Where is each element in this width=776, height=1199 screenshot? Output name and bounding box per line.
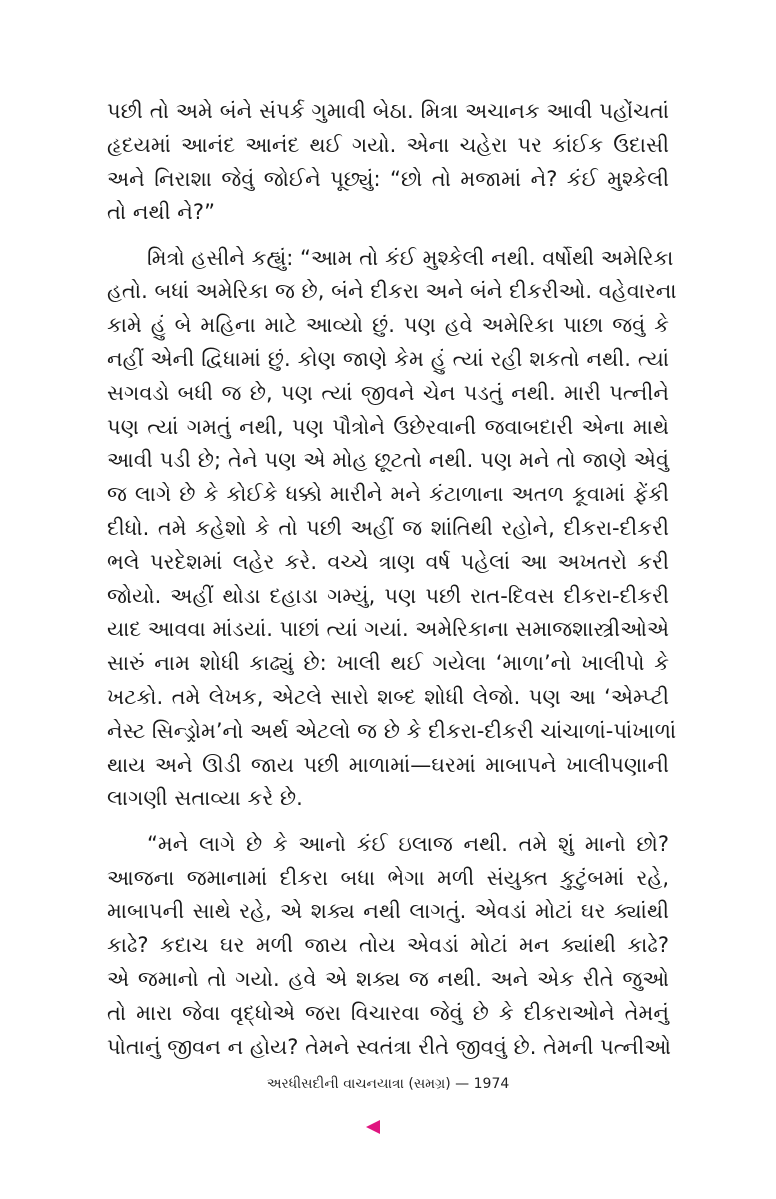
text-line: ભલે પરદેશમાં લહેર કરે. વચ્ચે ત્રાણ વર્ષ પહેલાં આ અખતરો કરી	[107, 549, 669, 574]
paragraph	[107, 95, 669, 230]
text-line: દીધો. તમે કહેશો કે તો પછી અહીં જ શાંતિથી રહોને, દીકરા-દીકરી	[107, 516, 669, 541]
paragraph	[107, 828, 669, 1065]
text-line: થાય અને ઊડી જાય પછી માળામાં—ઘરમાં માબાપને ખાલીપણાની	[107, 752, 669, 777]
text-line: સગવડો બધી જ છે, પણ ત્યાં જીવને ચેન પડતું નથી. મારી પત્નીને	[107, 380, 669, 405]
text-line: આજના જમાનામાં દીકરા બધા ભેગા મળી સંયુક્ત કુટુંબમાં રહે,	[107, 865, 669, 890]
text-line: કાઢે? કદાચ ઘર મળી જાય તોય એવડાં મોટાં મન ક્યાંથી કાઢે?	[107, 933, 669, 958]
text-line: “મને લાગે છે કે આનો કંઈ ઇલાજ નથી. તમે શું માનો છો?	[147, 831, 669, 856]
page-body	[107, 95, 677, 1076]
text-line: ખટકો. તમે લેખક, એટલે સારો શબ્દ શોધી લેજો. પણ આ ‘એમ્પ્ટી	[107, 685, 669, 710]
text-line: એ જમાનો તો ગયો. હવે એ શક્ય જ નથી. અને એક રીતે જુઓ	[107, 966, 669, 991]
text-line: યાદ આવવા માંડયાં. પાછાં ત્યાં ગયાં. અમેરિકાના સમાજશાસ્ત્રીઓએ	[107, 617, 670, 642]
text-line: પછી તો અમે બંને સંપર્ક ગુમાવી બેઠા. મિત્રા અચાનક આવી પહોંચતાં	[107, 99, 669, 123]
text-line: અને નિરાશા જેવું જોઈને પૂછ્યું: “છો તો મજામાં ને? કંઈ મુશ્કેલી	[107, 166, 669, 191]
text-line: તો મારા જેવા વૃદ્ધોએ જરા વિચારવા જેવું છે કે દીકરાઓને તેમનું	[107, 1000, 669, 1025]
text-line: સારું નામ શોધી કાઢ્યું છે: ખાલી થઈ ગયેલા ‘માળા’નો ખાલીપો કે	[107, 651, 669, 676]
text-line: કામે હું બે મહિના માટે આવ્યો છું. પણ હવે અમેરિકા પાછા જવું કે	[107, 313, 669, 338]
paragraph	[107, 242, 677, 817]
text-line: મિત્રો હસીને કહ્યું: “આમ તો કંઈ મુશ્કેલી નથી. વર્ષોથી અમેરિકા	[147, 245, 674, 270]
text-line: લાગણી સતાવ્યા કરે છે.	[107, 786, 303, 811]
text-line: માબાપની સાથે રહે, એ શક્ય નથી લાગતું. એવડાં મોટાં ઘર ક્યાંથી	[107, 899, 669, 924]
previous-page-arrow-icon[interactable]	[366, 1120, 380, 1134]
text-line: જોયો. અહીં થોડા દહાડા ગમ્યું, પણ પછી રાત-દિવસ દીકરા-દીકરી	[107, 583, 669, 608]
text-line: પણ ત્યાં ગમતું નથી, પણ પૌત્રોને ઉછેરવાની જવાબદારી એના માથે	[107, 414, 669, 439]
text-line: જ લાગે છે કે કોઈકે ધક્કો મારીને મને કંટાળાના અતળ કૂવામાં ફેંકી	[107, 482, 669, 507]
text-line: તો નથી ને?”	[107, 200, 215, 225]
text-line: હતો. બધાં અમેરિકા જ છે, બંને દીકરા અને બંને દીકરીઓ. વહેવારના	[107, 279, 677, 304]
text-line: હૃદયમાં આનંદ આનંદ થઈ ગયો. એના ચહેરા પર કાંઈક ઉદાસી	[107, 132, 669, 157]
page-footer: અરધીસદીની વાચનયાત્રા (સમગ્ર) — 1974	[266, 1076, 510, 1092]
text-line: પોતાનું જીવન ન હોય? તેમને સ્વતંત્રા રીતે જીવવું છે. તેમની પત્નીઓ	[107, 1034, 671, 1059]
text-line: આવી પડી છે; તેને પણ એ મોહ છૂટતો નથી. પણ મને તો જાણે એવું	[107, 448, 669, 473]
text-line: નહીં એની દ્વિધામાં છું. કોણ જાણે કેમ હું ત્યાં રહી શકતો નથી. ત્યાં	[107, 347, 669, 372]
text-line: નેસ્ટ સિન્ડ્રોમ’નો અર્થ એટલો જ છે કે દીકરા-દીકરી ચાંચાળાં-પાંખાળાં	[107, 718, 677, 743]
